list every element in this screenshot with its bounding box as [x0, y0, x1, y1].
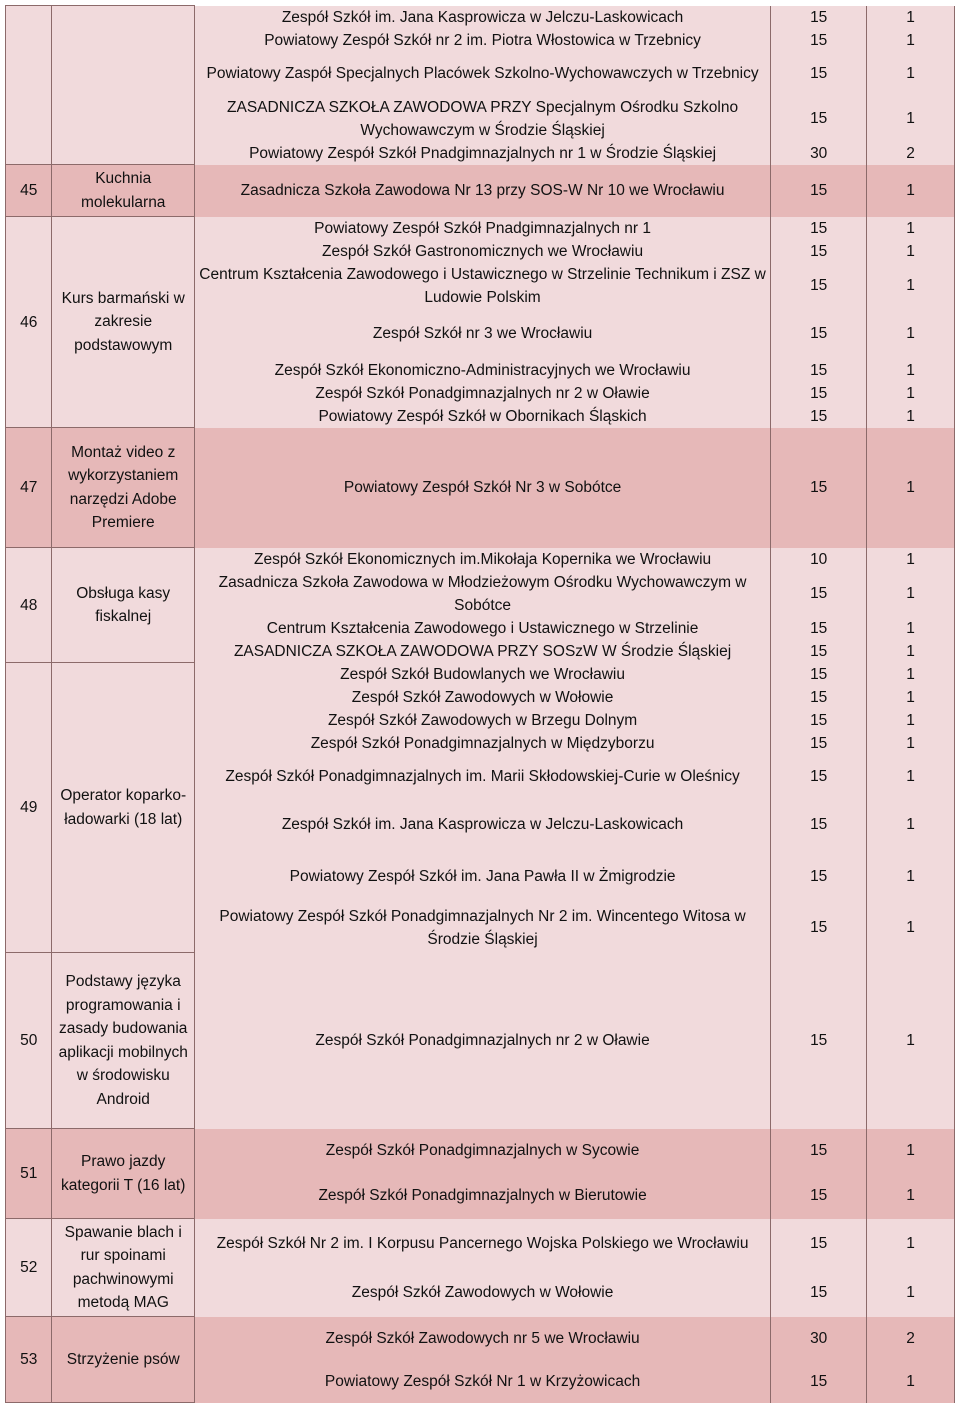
row-number-cell: 46 [6, 217, 52, 428]
hours-cell: 10 [771, 548, 867, 571]
hours-cell: 15 [771, 405, 867, 428]
school-name-cell: Centrum Kształcenia Zawodowego i Ustawicznego w Strzelinie Technikum i ZSZ w Ludowie Polskim [194, 263, 770, 309]
hours-cell: 15 [771, 382, 867, 405]
row-number-cell [6, 6, 52, 165]
school-name-cell: Zespół Szkół Gastronomicznych we Wrocławiu [194, 240, 770, 263]
course-name-cell: Prawo jazdy kategorii T (16 lat) [52, 1129, 195, 1219]
school-name-cell: Zespół Szkół Ponadgimnazjalnych w Międzyborzu [194, 732, 770, 755]
row-number-cell: 45 [6, 165, 52, 217]
school-name-cell: Powiatowy Zespół Szkół Pnadgimnazjalnych nr 1 [194, 217, 770, 240]
hours-cell: 15 [771, 798, 867, 851]
hours-cell: 15 [771, 240, 867, 263]
school-name-cell: Zespół Szkół im. Jana Kasprowicza w Jelczu-Laskowicach [194, 6, 770, 29]
groups-cell: 1 [867, 1361, 955, 1403]
table-row [6, 953, 955, 1129]
school-name-cell: Powiatowy Zespół Szkół nr 2 im. Piotra Włostowica w Trzebnicy [194, 29, 770, 52]
hours-cell: 15 [771, 571, 867, 617]
hours-cell: 15 [771, 309, 867, 359]
school-name-cell: Zespół Szkół Budowlanych we Wrocławiu [194, 663, 770, 686]
row-number-cell: 50 [6, 953, 52, 1129]
school-name-cell: Powiatowy Zaspół Specjalnych Placówek Szkolno-Wychowawczych w Trzebnicy [194, 52, 770, 96]
groups-cell: 1 [867, 663, 955, 686]
course-table-body [6, 6, 955, 1403]
school-name-cell: Zasadnicza Szkoła Zawodowa Nr 13 przy SOS-W Nr 10 we Wrocławiu [194, 165, 770, 217]
groups-cell: 1 [867, 548, 955, 571]
hours-cell: 30 [771, 1317, 867, 1361]
table-row [6, 663, 955, 686]
hours-cell: 15 [771, 686, 867, 709]
groups-cell: 1 [867, 1173, 955, 1219]
row-number-cell: 52 [6, 1219, 52, 1317]
groups-cell: 1 [867, 755, 955, 798]
school-name-cell: Powiatowy Zespół Szkół Nr 1 w Krzyżowicach [194, 1361, 770, 1403]
hours-cell: 15 [771, 1361, 867, 1403]
groups-cell: 1 [867, 1269, 955, 1317]
row-number-cell: 49 [6, 663, 52, 953]
school-name-cell: Powiatowy Zespół Szkół Pnadgimnazjalnych nr 1 w Środzie Śląskiej [194, 142, 770, 165]
groups-cell: 1 [867, 52, 955, 96]
groups-cell: 1 [867, 1219, 955, 1269]
groups-cell: 1 [867, 617, 955, 640]
table-row [6, 428, 955, 548]
hours-cell: 15 [771, 52, 867, 96]
groups-cell: 1 [867, 359, 955, 382]
hours-cell: 15 [771, 903, 867, 953]
school-name-cell: Powiatowy Zespół Szkół im. Jana Pawła II w Żmigrodzie [194, 851, 770, 903]
course-name-cell: Podstawy języka programowania i zasady budowania aplikacji mobilnych w środowisku Android [52, 953, 195, 1129]
hours-cell: 15 [771, 617, 867, 640]
groups-cell: 1 [867, 382, 955, 405]
course-name-cell: Obsługa kasy fiskalnej [52, 548, 195, 663]
school-name-cell: Powiatowy Zespół Szkół Ponadgimnazjalnych Nr 2 im. Wincentego Witosa w Środzie Śląskiej [194, 903, 770, 953]
school-name-cell: Zespół Szkół Nr 2 im. I Korpusu Pancernego Wojska Polskiego we Wrocławiu [194, 1219, 770, 1269]
groups-cell: 1 [867, 732, 955, 755]
groups-cell: 1 [867, 240, 955, 263]
groups-cell: 1 [867, 29, 955, 52]
school-name-cell: Zespół Szkół Ponadgimnazjalnych nr 2 w Oławie [194, 953, 770, 1129]
groups-cell: 1 [867, 96, 955, 142]
school-name-cell: Zespół Szkół Ponadgimnazjalnych w Bierutowie [194, 1173, 770, 1219]
groups-cell: 1 [867, 263, 955, 309]
groups-cell: 2 [867, 142, 955, 165]
hours-cell: 15 [771, 263, 867, 309]
school-name-cell: Zespół Szkół Ponadgimnazjalnych im. Marii Skłodowskiej-Curie w Oleśnicy [194, 755, 770, 798]
groups-cell: 1 [867, 309, 955, 359]
groups-cell: 1 [867, 686, 955, 709]
groups-cell: 1 [867, 217, 955, 240]
school-name-cell: Zespół Szkół Zawodowych nr 5 we Wrocławiu [194, 1317, 770, 1361]
groups-cell: 1 [867, 1129, 955, 1173]
groups-cell: 1 [867, 798, 955, 851]
hours-cell: 15 [771, 1219, 867, 1269]
hours-cell: 15 [771, 1173, 867, 1219]
groups-cell: 1 [867, 571, 955, 617]
table-row [6, 1317, 955, 1361]
hours-cell: 15 [771, 1129, 867, 1173]
course-table [5, 5, 955, 1403]
school-name-cell: Zespół Szkół Zawodowych w Wołowie [194, 686, 770, 709]
groups-cell: 1 [867, 428, 955, 548]
school-name-cell: Centrum Kształcenia Zawodowego i Ustawicznego w Strzelinie [194, 617, 770, 640]
hours-cell: 15 [771, 732, 867, 755]
row-number-cell: 47 [6, 428, 52, 548]
school-name-cell: Powiatowy Zespół Szkół Nr 3 w Sobótce [194, 428, 770, 548]
groups-cell: 1 [867, 903, 955, 953]
hours-cell: 15 [771, 953, 867, 1129]
hours-cell: 15 [771, 29, 867, 52]
table-row [6, 1219, 955, 1269]
groups-cell: 1 [867, 405, 955, 428]
hours-cell: 15 [771, 663, 867, 686]
school-name-cell: Zespół Szkół Ekonomicznych im.Mikołaja Kopernika we Wrocławiu [194, 548, 770, 571]
hours-cell: 15 [771, 1269, 867, 1317]
course-name-cell [52, 6, 195, 165]
course-name-cell: Kurs barmański w zakresie podstawowym [52, 217, 195, 428]
school-name-cell: Powiatowy Zespół Szkół w Obornikach Śląskich [194, 405, 770, 428]
school-name-cell: Zespół Szkół im. Jana Kasprowicza w Jelczu-Laskowicach [194, 798, 770, 851]
document-page [5, 5, 955, 1403]
groups-cell: 1 [867, 851, 955, 903]
course-name-cell: Operator koparko-ładowarki (18 lat) [52, 663, 195, 953]
school-name-cell: Zespół Szkół Ponadgimnazjalnych nr 2 w Oławie [194, 382, 770, 405]
hours-cell: 15 [771, 755, 867, 798]
hours-cell: 30 [771, 142, 867, 165]
hours-cell: 15 [771, 359, 867, 382]
groups-cell: 1 [867, 709, 955, 732]
hours-cell: 15 [771, 96, 867, 142]
school-name-cell: Zespół Szkół Ekonomiczno-Administracyjnych we Wrocławiu [194, 359, 770, 382]
groups-cell: 1 [867, 640, 955, 663]
table-row [6, 217, 955, 240]
hours-cell: 15 [771, 165, 867, 217]
hours-cell: 15 [771, 6, 867, 29]
hours-cell: 15 [771, 640, 867, 663]
course-name-cell: Strzyżenie psów [52, 1317, 195, 1403]
course-name-cell: Kuchnia molekularna [52, 165, 195, 217]
hours-cell: 15 [771, 217, 867, 240]
course-name-cell: Montaż video z wykorzystaniem narzędzi Adobe Premiere [52, 428, 195, 548]
hours-cell: 15 [771, 851, 867, 903]
school-name-cell: ZASADNICZA SZKOŁA ZAWODOWA PRZY SOSzW W Środzie Śląskiej [194, 640, 770, 663]
hours-cell: 15 [771, 428, 867, 548]
table-row [6, 548, 955, 571]
course-name-cell: Spawanie blach i rur spoinami pachwinowymi metodą MAG [52, 1219, 195, 1317]
school-name-cell: ZASADNICZA SZKOŁA ZAWODOWA PRZY Specjalnym Ośrodku Szkolno Wychowawczym w Środzie Śląskiej [194, 96, 770, 142]
groups-cell: 1 [867, 165, 955, 217]
school-name-cell: Zespół Szkół Ponadgimnazjalnych w Sycowie [194, 1129, 770, 1173]
school-name-cell: Zespół Szkół Zawodowych w Brzegu Dolnym [194, 709, 770, 732]
table-row [6, 165, 955, 217]
row-number-cell: 51 [6, 1129, 52, 1219]
row-number-cell: 53 [6, 1317, 52, 1403]
school-name-cell: Zespół Szkół nr 3 we Wrocławiu [194, 309, 770, 359]
row-number-cell: 48 [6, 548, 52, 663]
hours-cell: 15 [771, 709, 867, 732]
table-row [6, 1129, 955, 1173]
groups-cell: 1 [867, 6, 955, 29]
groups-cell: 2 [867, 1317, 955, 1361]
school-name-cell: Zespół Szkół Zawodowych w Wołowie [194, 1269, 770, 1317]
groups-cell: 1 [867, 953, 955, 1129]
school-name-cell: Zasadnicza Szkoła Zawodowa w Młodzieżowym Ośrodku Wychowawczym w Sobótce [194, 571, 770, 617]
table-row [6, 6, 955, 29]
